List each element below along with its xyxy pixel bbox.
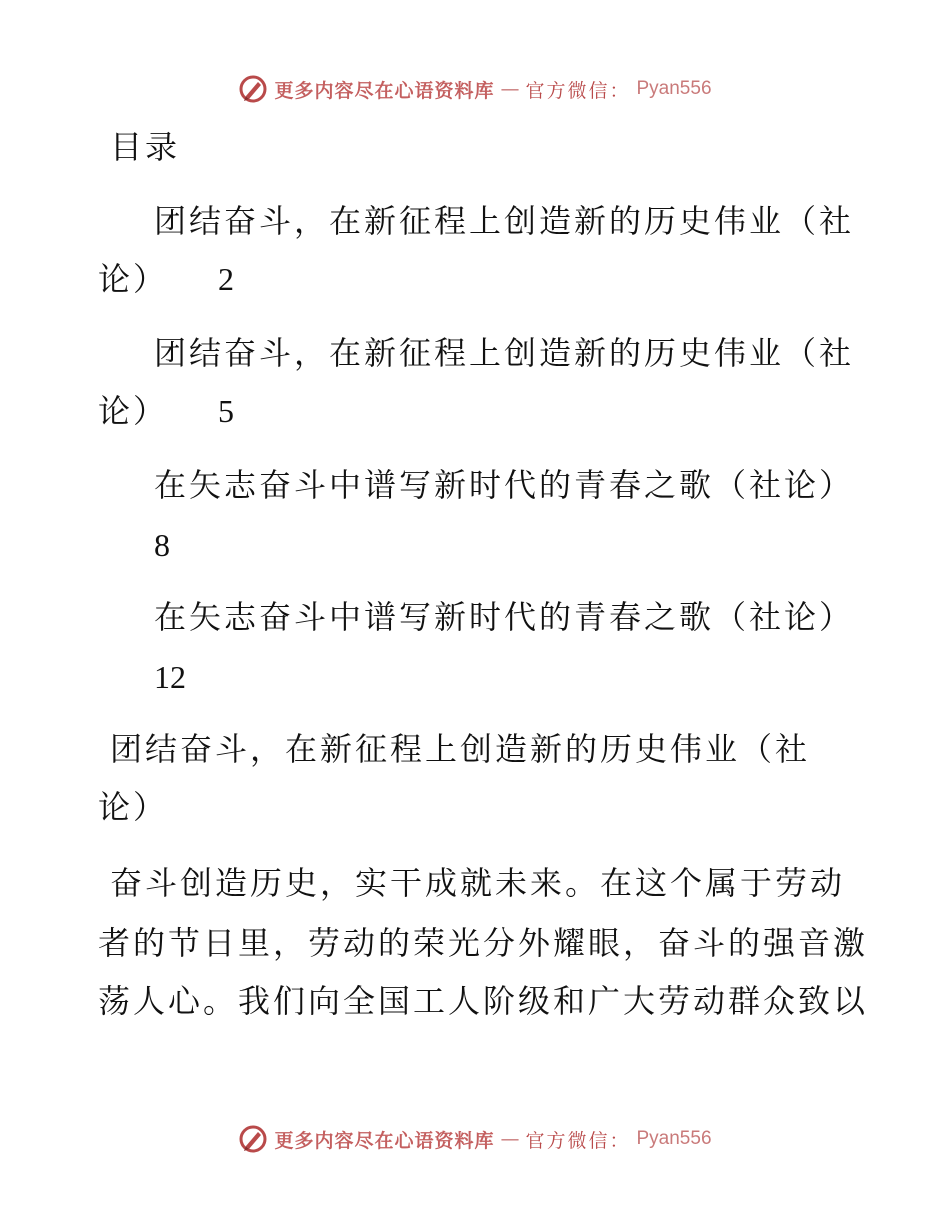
watermark-wechat-id: Pyan556 [636,78,712,99]
article-body-line3: 荡人心。我们向全国工人阶级和广大劳动群众致以 [98,982,869,1020]
watermark-dash: — [500,78,520,100]
article-body-line1: 奋斗创造历史，实干成就未来。在这个属于劳动 [110,864,846,902]
watermark-wechat-label: 官方微信： [525,79,631,102]
watermark-site: 更多内容尽在心语资料库 [274,79,495,102]
watermark-dash: — [500,1128,520,1150]
toc-entry-1-line2 [98,246,234,312]
toc-entry-2-page: 5 [218,393,235,429]
article-title-line1: 团结奋斗，在新征程上创造新的历史伟业（社 [110,730,811,768]
toc-entry-4-page: 12 [154,659,186,695]
article-body-line2: 者的节日里，劳动的荣光分外耀眼，奋斗的强音激 [98,924,869,962]
pen-logo-icon [238,1124,268,1154]
toc-entry-1-title-end: 论） [98,260,169,298]
toc-entry-2-line2 [98,378,234,444]
toc-title: 目录 [110,128,181,166]
toc-entry-2-line1: 团结奋斗，在新征程上创造新的历史伟业（社 [154,334,855,372]
watermark-site: 更多内容尽在心语资料库 [274,1129,495,1152]
toc-entry-3-page: 8 [154,527,170,563]
pen-logo-icon [238,74,268,104]
header-watermark [0,74,950,104]
toc-entry-1-line1: 团结奋斗，在新征程上创造新的历史伟业（社 [154,202,855,240]
footer-watermark [0,1124,950,1154]
toc-entry-1-page: 2 [218,261,235,297]
watermark-wechat-id: Pyan556 [636,1128,712,1149]
article-title-line2: 论） [98,788,169,826]
toc-entry-2-title-end: 论） [98,392,169,430]
toc-entry-3-line1: 在矢志奋斗中谱写新时代的青春之歌（社论） [154,466,855,504]
watermark-wechat-label: 官方微信： [525,1129,631,1152]
toc-entry-4-line1: 在矢志奋斗中谱写新时代的青春之歌（社论） [154,598,855,636]
